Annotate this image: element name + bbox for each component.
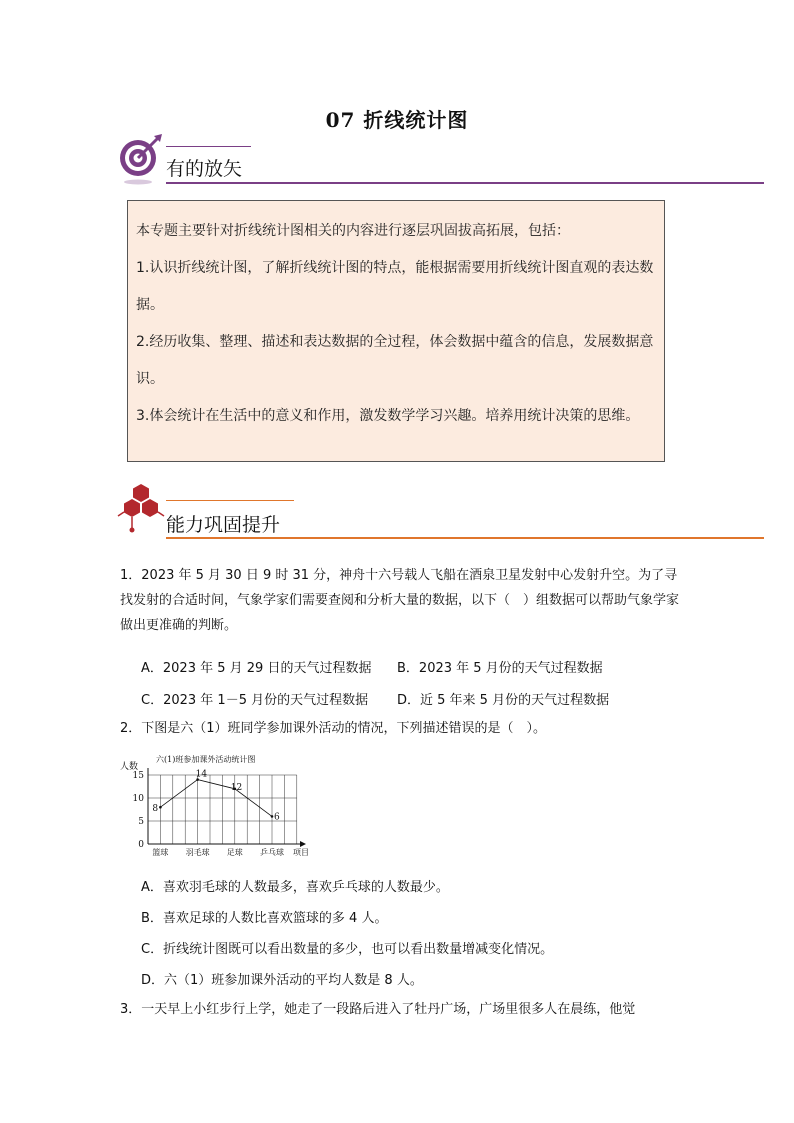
section-header-rule	[166, 182, 764, 184]
intro-line: 1.认识折线统计图，了解折线统计图的特点，能根据需要用折线统计图直观的表达数据。	[136, 260, 654, 313]
question-1-option-a: A．2023 年 5 月 29 日的天气过程数据	[141, 661, 372, 676]
chart-x-tick-label: 乒乓球	[260, 848, 284, 857]
intro-box	[127, 200, 665, 462]
intro-line: 本专题主要针对折线统计图相关的内容进行逐层巩固拔高拓展，包括：	[136, 223, 570, 239]
section-header-hexagon	[116, 482, 764, 540]
chart-data-label: 12	[230, 782, 243, 793]
question-3-stem: 3．一天早上小红步行上学，她走了一段路后进入了牡丹广场，广场里很多人在晨练，他觉	[120, 1002, 636, 1017]
chart-y-tick-label: 5	[138, 817, 144, 827]
section-header-rule-short	[166, 500, 294, 501]
page-title: 07 折线统计图	[325, 108, 469, 132]
chart-y-tick-label: 10	[132, 794, 144, 804]
section-header-rule-short	[166, 146, 251, 147]
section-header-target	[118, 134, 764, 186]
question-2-option-b: B．喜欢足球的人数比喜欢篮球的多 4 人。	[141, 911, 388, 926]
intro-line: 2.经历收集、整理、描述和表达数据的全过程，体会数据中蕴含的信息，发展数据意识。	[136, 334, 654, 387]
question-1-option-d: D．近 5 年来 5 月份的天气过程数据	[397, 693, 610, 708]
chart-y-tick-label: 0	[138, 840, 144, 850]
line-chart	[118, 752, 318, 860]
chart-title: 六(1)班参加课外活动统计图	[156, 755, 256, 764]
question-1-stem: 1．2023 年 5 月 30 日 9 时 31 分，神舟十六号载人飞船在酒泉卫星发射中心发射升空。为了寻找发射的合适时间，气象学家们需要查阅和分析大量的数据，以下（ ）组数据可以帮助气象学家做出更准确的判断。	[120, 568, 680, 633]
chart-y-tick-label: 15	[132, 771, 144, 781]
chart-data-point	[159, 806, 162, 809]
chart-data-point	[271, 815, 274, 818]
target-icon	[118, 134, 164, 186]
question-1-option-c: C．2023 年 1－5 月份的天气过程数据	[141, 693, 369, 708]
question-2-stem: 2．下图是六（1）班同学参加课外活动的情况，下列描述错误的是（ ）。	[120, 721, 547, 736]
chart-data-label: 8	[152, 804, 159, 815]
chart-y-axis-label: 人数	[120, 762, 139, 772]
chart-data-label: 6	[274, 812, 280, 823]
question-1-option-b: B．2023 年 5 月份的天气过程数据	[397, 661, 603, 676]
chart-x-tick-label: 篮球	[152, 848, 169, 857]
intro-line: 3.体会统计在生活中的意义和作用，激发数学学习兴趣。培养用统计决策的思维。	[136, 408, 640, 424]
chart-x-tick-label: 足球	[226, 848, 243, 857]
chart-x-tick-label: 羽毛球	[185, 848, 210, 857]
section-header-label: 能力巩固提升	[166, 514, 281, 536]
section-header-rule	[166, 537, 764, 539]
hexagon-molecule-icon	[116, 482, 166, 538]
question-2-option-c: C．折线统计图既可以看出数量的多少，也可以看出数量增减变化情况。	[141, 942, 554, 957]
section-header-label: 有的放矢	[166, 158, 243, 180]
chart-data-label: 14	[195, 769, 208, 780]
question-2-option-d: D．六（1）班参加课外活动的平均人数是 8 人。	[141, 973, 423, 988]
question-2-option-a: A．喜欢羽毛球的人数最多，喜欢乒乓球的人数最少。	[141, 880, 449, 895]
chart-x-axis-label: 项目	[293, 848, 309, 857]
chart-x-axis-arrow	[300, 841, 306, 847]
